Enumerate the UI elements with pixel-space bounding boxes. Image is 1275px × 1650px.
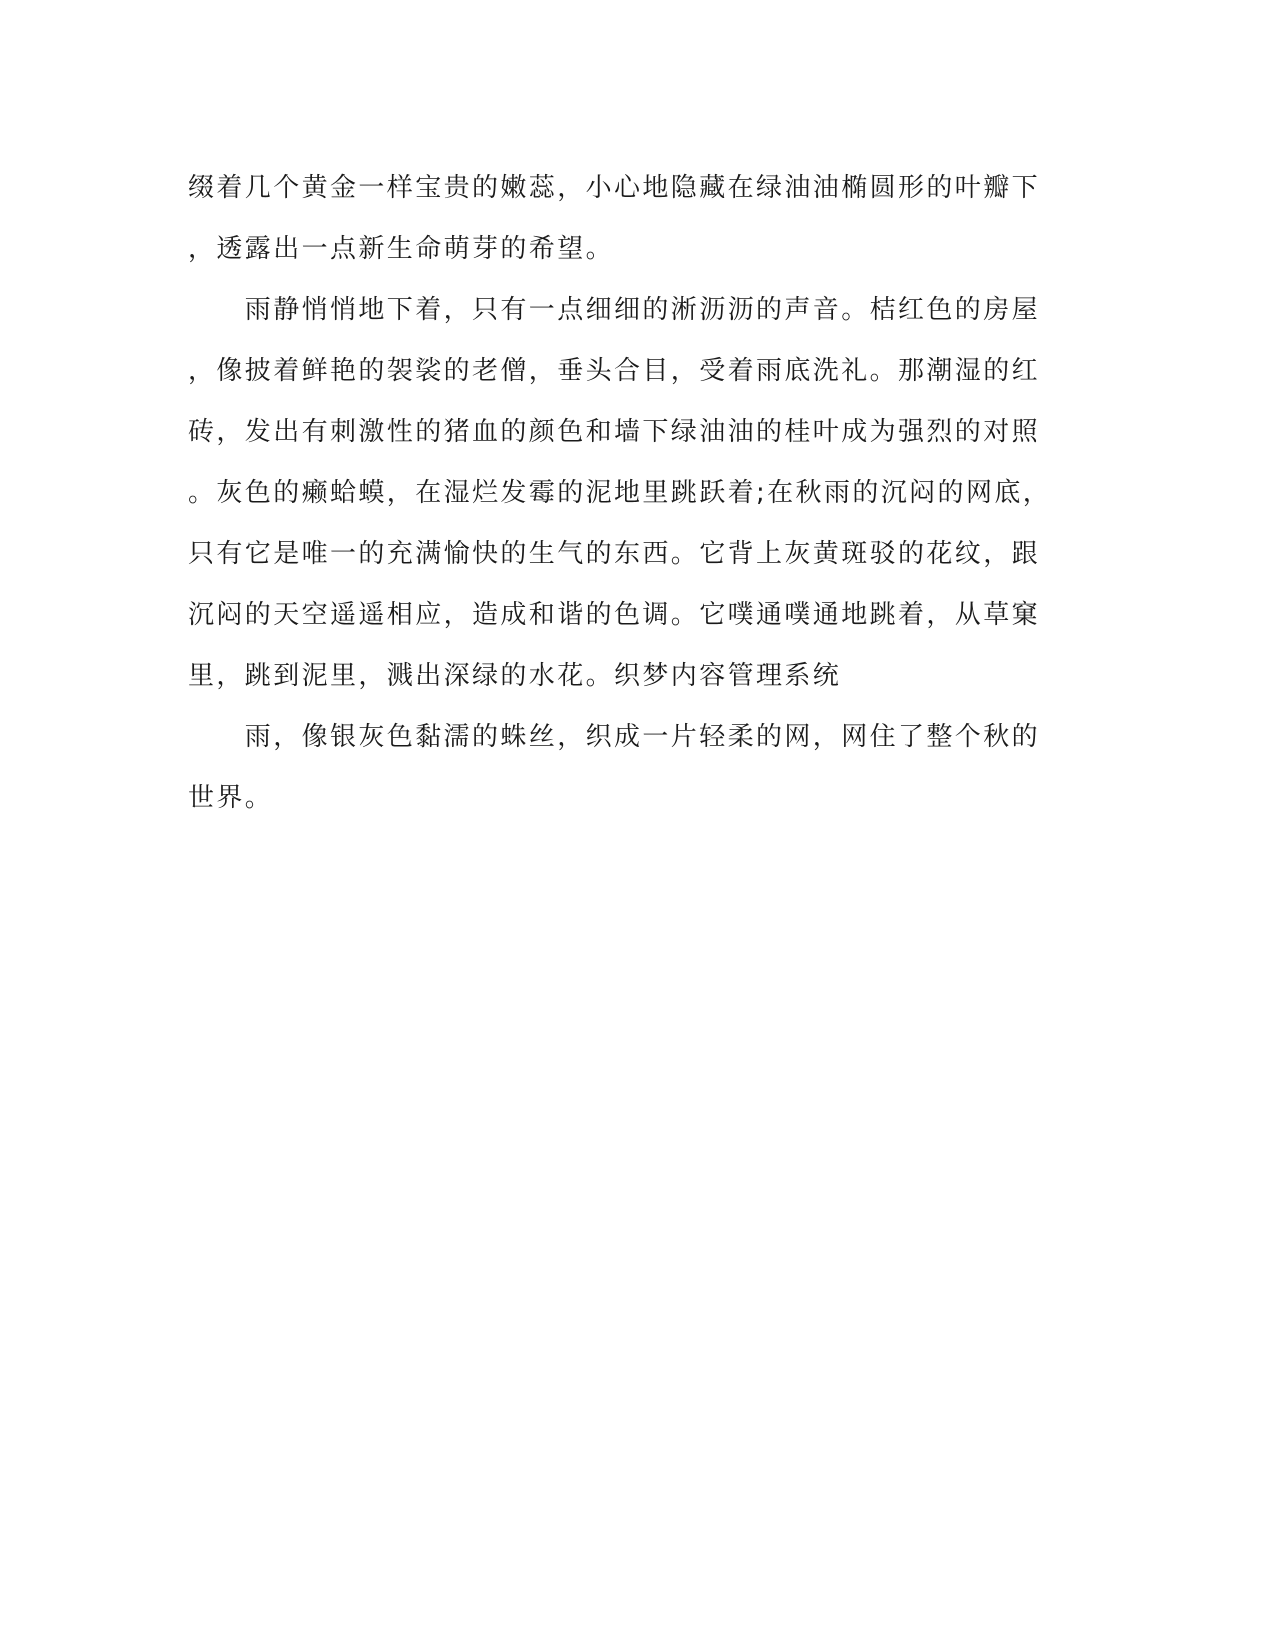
text-line: ，像披着鲜艳的袈裟的老僧，垂头合目，受着雨底洗礼。那潮湿的红 [188,356,1041,386]
text-line: ，透露出一点新生命萌芽的希望。 [188,234,615,264]
text-line: 砖，发出有刺激性的猪血的颜色和墙下绿油油的桂叶成为强烈的对照 [188,417,1041,447]
text-line: 只有它是唯一的充满愉快的生气的东西。它背上灰黄斑驳的花纹，跟 [188,539,1041,569]
body-text [188,158,1088,829]
text-line: 世界。 [188,783,274,813]
text-line: 雨静悄悄地下着，只有一点细细的淅沥沥的声音。桔红色的房屋 [188,295,1041,325]
text-line: 雨，像银灰色黏濡的蛛丝，织成一片轻柔的网，网住了整个秋的 [188,722,1041,752]
text-line: 沉闷的天空遥遥相应，造成和谐的色调。它噗通噗通地跳着，从草窠 [188,600,1041,630]
text-line: 。灰色的癞蛤蟆，在湿烂发霉的泥地里跳跃着;在秋雨的沉闷的网底， [188,478,1052,508]
text-line: 里，跳到泥里，溅出深绿的水花。织梦内容管理系统 [188,661,842,691]
text-line: 缀着几个黄金一样宝贵的嫩蕊，小心地隐藏在绿油油椭圆形的叶瓣下 [188,173,1041,203]
